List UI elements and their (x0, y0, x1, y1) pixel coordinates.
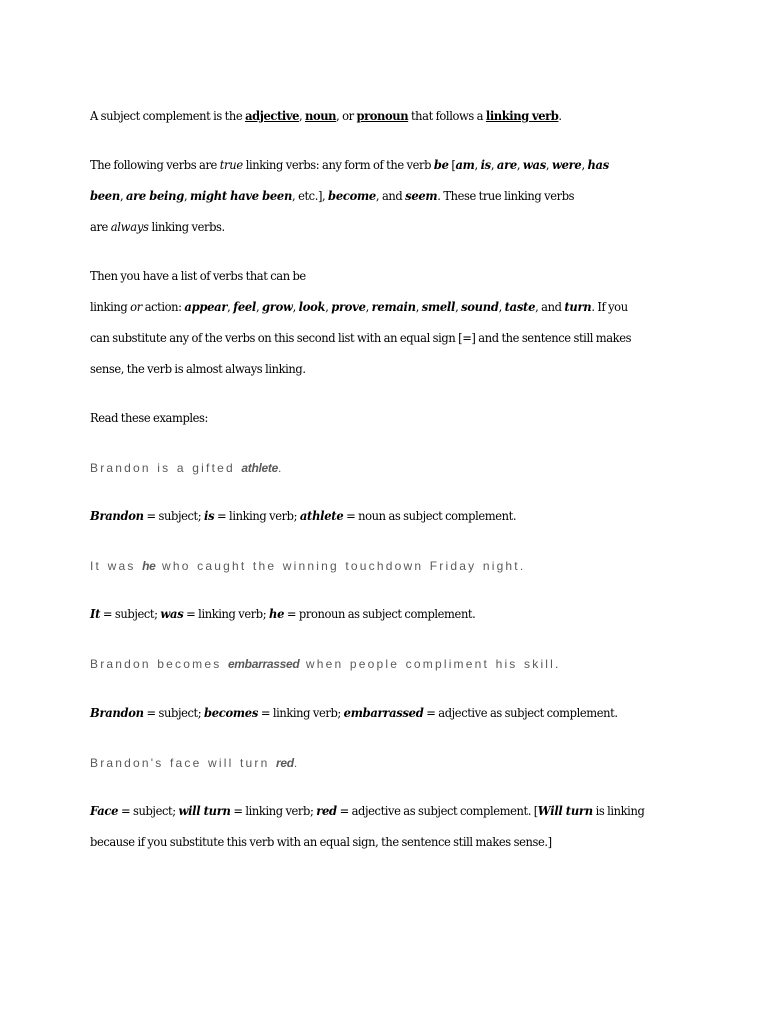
example-analysis: Face = subject; will turn = linking verb; red = adjective as subject complement. [Will turn is linking (90, 803, 645, 818)
example-analysis-continuation: because if you substitute this verb with an equal sign, the sentence still makes sense.] (90, 834, 552, 849)
term-pronoun: pronoun (356, 108, 409, 123)
term-linking-verb: linking verb (485, 108, 559, 123)
either-verbs-line-4: sense, the verb is almost always linking. (90, 361, 306, 376)
read-examples-heading: Read these examples: (90, 410, 209, 425)
example-sentence: Brandon becomes embarrassed when people compliment his skill. (90, 657, 561, 671)
either-verbs-line-2: linking or action: appear, feel, grow, look, prove, remain, smell, sound, taste, and turn. If you (90, 299, 628, 314)
term-adjective: adjective (245, 108, 299, 123)
either-verbs-line-3: can substitute any of the verbs on this second list with an equal sign [=] and the sentence still makes (90, 330, 632, 345)
example-sentence: Brandon's face will turn red. (90, 756, 300, 770)
example-analysis: Brandon = subject; is = linking verb; athlete = noun as subject complement. (90, 508, 517, 523)
either-verbs-line-1: Then you have a list of verbs that can be (90, 268, 306, 283)
true-verbs-line-1: The following verbs are true linking verbs: any form of the verb be [am, is, are, was, were, has (90, 157, 609, 172)
example-sentence: Brandon is a gifted athlete. (90, 461, 284, 475)
example-analysis: Brandon = subject; becomes = linking verb; embarrassed = adjective as subject complement. (90, 705, 618, 720)
example-analysis: It = subject; was = linking verb; he = pronoun as subject complement. (90, 606, 476, 621)
true-verbs-line-2: been, are being, might have been, etc.], become, and seem. These true linking verbs (90, 188, 575, 203)
example-sentence: It was he who caught the winning touchdown Friday night. (90, 559, 526, 573)
intro-paragraph: A subject complement is the adjective, noun, or pronoun that follows a linking verb. (90, 108, 562, 123)
true-verbs-line-3: are always linking verbs. (90, 219, 225, 234)
term-noun: noun (305, 108, 337, 123)
